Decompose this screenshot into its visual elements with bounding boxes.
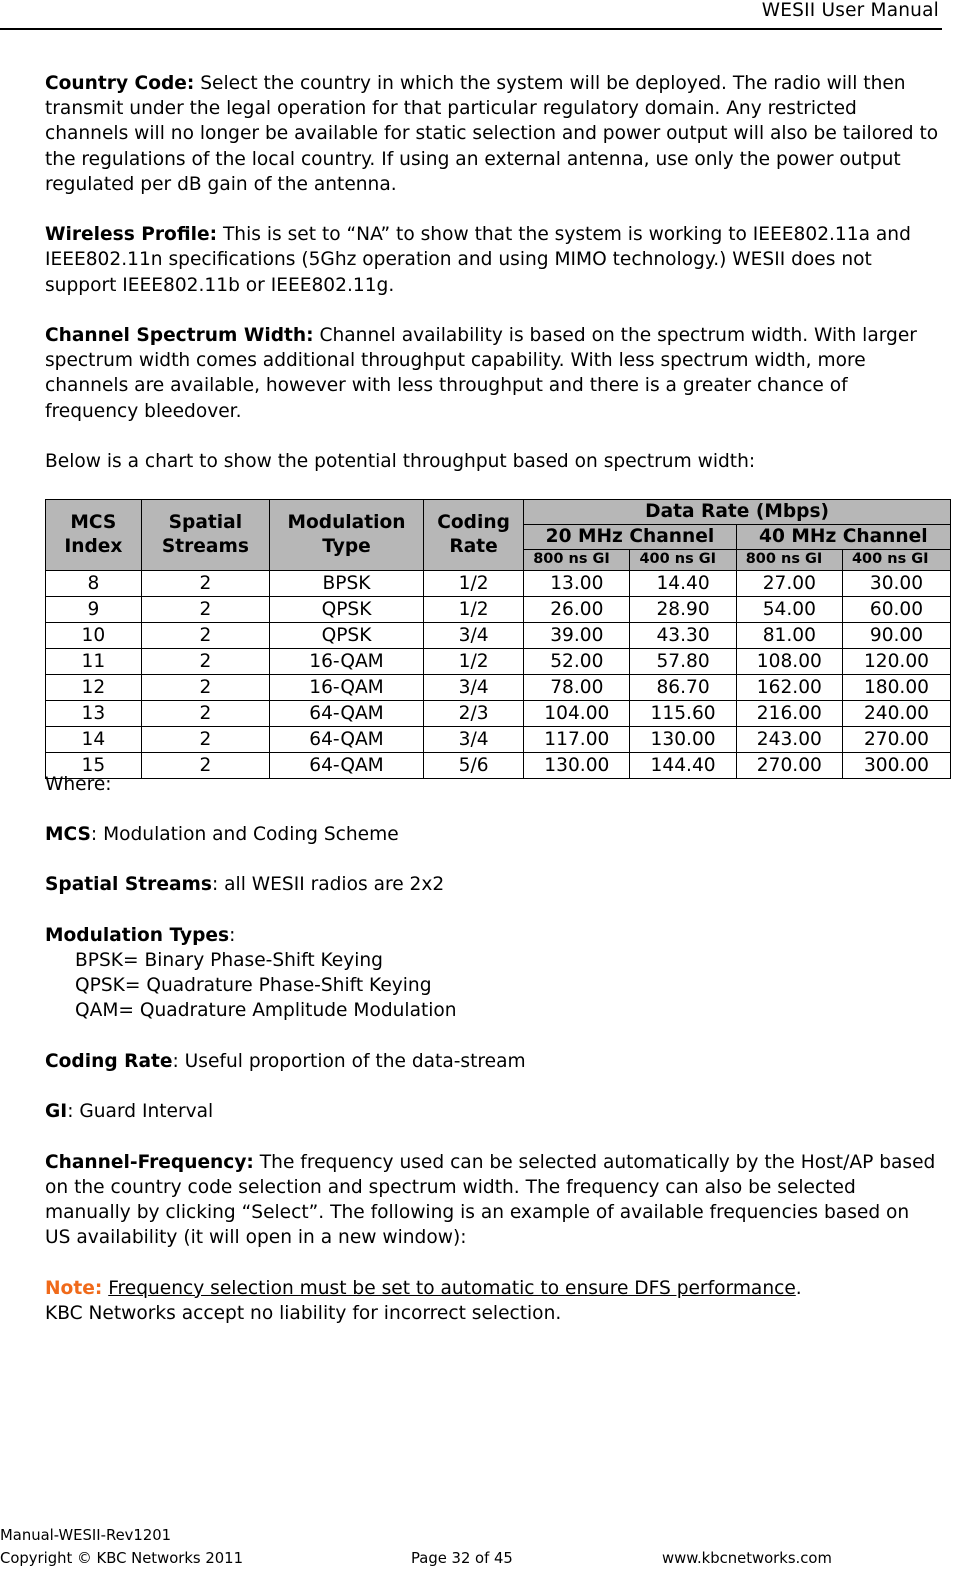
header-spatial-streams: Spatial Streams — [141, 500, 269, 571]
note-period: . — [795, 1277, 802, 1299]
table-cell: 27.00 — [736, 571, 842, 597]
table-cell: 28.90 — [630, 597, 736, 623]
table-row — [46, 753, 951, 779]
mcs-text: : Modulation and Coding Scheme — [90, 824, 399, 845]
note-label: Note: — [45, 1277, 103, 1299]
table-cell: 108.00 — [736, 649, 842, 675]
table-cell: 78.00 — [524, 675, 630, 701]
table-cell: 3/4 — [424, 623, 524, 649]
table-cell: 14 — [46, 727, 142, 753]
table-cell: 270.00 — [842, 727, 950, 753]
wireless-profile-paragraph — [45, 222, 940, 298]
streams-text: : all WESII radios are 2x2 — [211, 874, 445, 896]
table-row — [46, 701, 951, 727]
table-cell: 9 — [46, 597, 142, 623]
modulation-definition — [45, 923, 940, 1024]
table-cell: 1/2 — [424, 571, 524, 597]
channel-width-paragraph — [45, 323, 940, 424]
header-rule — [0, 28, 942, 30]
table-cell: 57.80 — [630, 649, 736, 675]
table-cell: 120.00 — [842, 649, 950, 675]
table-cell: 15 — [46, 753, 142, 779]
table-cell: 16-QAM — [270, 675, 424, 701]
table-row — [46, 597, 951, 623]
header-modulation-type: Modulation Type — [270, 500, 424, 571]
channel-frequency-label: Channel-Frequency: — [45, 1151, 254, 1173]
table-row — [46, 571, 951, 597]
table-cell: 5/6 — [424, 753, 524, 779]
note-underlined-text: Frequency selection must be set to automatic to ensure DFS performance — [108, 1277, 796, 1299]
gi-text: : Guard Interval — [67, 1101, 214, 1123]
table-cell: 54.00 — [736, 597, 842, 623]
mcs-label: MCS — [45, 824, 91, 845]
note-paragraph — [45, 1276, 940, 1326]
table-cell: 16-QAM — [270, 649, 424, 675]
table-cell: BPSK — [270, 571, 424, 597]
table-cell: 130.00 — [630, 727, 736, 753]
table-cell: 60.00 — [842, 597, 950, 623]
footer-copyright: Copyright © KBC Networks 2011 — [0, 1550, 243, 1567]
header-20mhz-400ns-gi: 400 ns GI — [630, 550, 736, 571]
modulation-label: Modulation Types — [45, 924, 230, 946]
table-cell: 86.70 — [630, 675, 736, 701]
table-cell: 3/4 — [424, 675, 524, 701]
table-cell: 2 — [141, 571, 269, 597]
table-cell: QPSK — [270, 597, 424, 623]
table-cell: 2/3 — [424, 701, 524, 727]
footer-website: www.kbcnetworks.com — [662, 1550, 832, 1567]
header-20mhz-800ns-gi: 800 ns GI — [524, 550, 630, 571]
header-40mhz-800ns-gi: 800 ns GI — [736, 550, 842, 571]
header-data-rate: Data Rate (Mbps) — [524, 500, 951, 525]
chart-intro: Below is a chart to show the potential throughput based on spectrum width: — [45, 451, 756, 472]
table-cell: 64-QAM — [270, 753, 424, 779]
table-cell: 2 — [141, 753, 269, 779]
table-cell: 3/4 — [424, 727, 524, 753]
table-cell: 130.00 — [524, 753, 630, 779]
header-title: WESII User Manual — [761, 0, 939, 21]
gi-label: GI — [45, 1101, 68, 1123]
mcs-definition — [45, 822, 940, 847]
data-rate-table — [45, 499, 951, 779]
table-cell: 43.30 — [630, 623, 736, 649]
table-cell: 81.00 — [736, 623, 842, 649]
country-code-label: Country Code: — [45, 73, 195, 94]
table-row — [46, 649, 951, 675]
table-cell: 144.40 — [630, 753, 736, 779]
table-cell: 64-QAM — [270, 701, 424, 727]
note-text: KBC Networks accept no liability for incorrect selection. — [45, 1302, 562, 1324]
header-mcs-index: MCS Index — [46, 500, 142, 571]
channel-frequency-paragraph — [45, 1150, 940, 1251]
table-cell: 90.00 — [842, 623, 950, 649]
table-cell: 8 — [46, 571, 142, 597]
modulation-item: QPSK= Quadrature Phase-Shift Keying — [75, 975, 432, 997]
table-cell: 10 — [46, 623, 142, 649]
header-40mhz-400ns-gi: 400 ns GI — [842, 550, 950, 571]
country-code-text: Select the country in which the system will be deployed. The radio will then transmit under the legal operation for that particular regulatory domain. Any restricted channels will no longer be available for static selection and power output will also be tailored to the regulations of the local country. If using an external antenna, use only the power output regulated per dB gain of the antenna. — [45, 73, 939, 195]
table-cell: 2 — [141, 623, 269, 649]
table-cell: 39.00 — [524, 623, 630, 649]
table-cell: 300.00 — [842, 753, 950, 779]
table-cell: 270.00 — [736, 753, 842, 779]
coding-definition — [45, 1049, 940, 1074]
table-cell: 104.00 — [524, 701, 630, 727]
channel-frequency-text: The frequency used can be selected automatically by the Host/AP based on the country code selection and spectrum width. The frequency can also be selected manually by clicking “Select”. The following is an example of available frequencies based on US availability (it will open in a new window): — [45, 1151, 936, 1249]
coding-text: : Useful proportion of the data-stream — [172, 1050, 526, 1072]
table-cell: 180.00 — [842, 675, 950, 701]
footer-doc-id: Manual-WESII-Rev1201 — [0, 1527, 172, 1544]
table-cell: 117.00 — [524, 727, 630, 753]
modulation-item: QAM= Quadrature Amplitude Modulation — [75, 1000, 457, 1022]
wireless-profile-text: This is set to “NA” to show that the system is working to IEEE802.11a and IEEE802.11n specifications (5Ghz operation and using MIMO technology.) WESII does not support IEEE802.11b or IEEE802.11g. — [45, 224, 911, 296]
table-cell: 2 — [141, 649, 269, 675]
channel-width-text: Channel availability is based on the spectrum width. With larger spectrum width comes additional throughput capability. With less spectrum width, more channels are available, however with less throughput and there is a greater chance of frequency bleedover. — [45, 325, 917, 422]
streams-label: Spatial Streams — [45, 874, 212, 896]
modulation-item: BPSK= Binary Phase-Shift Keying — [75, 949, 383, 971]
table-cell: 13 — [46, 701, 142, 727]
intro-section — [45, 71, 940, 499]
gi-definition — [45, 1099, 940, 1124]
header-coding-rate: Coding Rate — [424, 500, 524, 571]
footer-page-number: Page 32 of 45 — [411, 1550, 513, 1567]
table-cell: 162.00 — [736, 675, 842, 701]
country-code-paragraph — [45, 71, 940, 197]
table-cell: 11 — [46, 649, 142, 675]
table-cell: 243.00 — [736, 727, 842, 753]
glossary-section — [45, 822, 940, 1351]
table-row — [46, 727, 951, 753]
header-20mhz-channel: 20 MHz Channel — [524, 525, 737, 550]
table-cell: 13.00 — [524, 571, 630, 597]
table-cell: 2 — [141, 701, 269, 727]
modulation-colon: : — [229, 924, 236, 946]
header-40mhz-channel: 40 MHz Channel — [736, 525, 950, 550]
table-cell: 52.00 — [524, 649, 630, 675]
table-cell: 1/2 — [424, 597, 524, 623]
table-row — [46, 675, 951, 701]
table-cell: 1/2 — [424, 649, 524, 675]
table-row — [46, 623, 951, 649]
table-cell: 2 — [141, 727, 269, 753]
table-cell: 240.00 — [842, 701, 950, 727]
channel-width-label: Channel Spectrum Width: — [45, 325, 314, 346]
table-cell: 2 — [141, 597, 269, 623]
wireless-profile-label: Wireless Profile: — [45, 224, 218, 246]
table-cell: QPSK — [270, 623, 424, 649]
where-label: Where: — [45, 774, 112, 795]
streams-definition — [45, 872, 940, 897]
table-cell: 30.00 — [842, 571, 950, 597]
table-cell: 2 — [141, 675, 269, 701]
table-cell: 14.40 — [630, 571, 736, 597]
table-cell: 216.00 — [736, 701, 842, 727]
table-cell: 115.60 — [630, 701, 736, 727]
coding-label: Coding Rate — [45, 1050, 173, 1072]
table-cell: 12 — [46, 675, 142, 701]
table-cell: 64-QAM — [270, 727, 424, 753]
table-cell: 26.00 — [524, 597, 630, 623]
